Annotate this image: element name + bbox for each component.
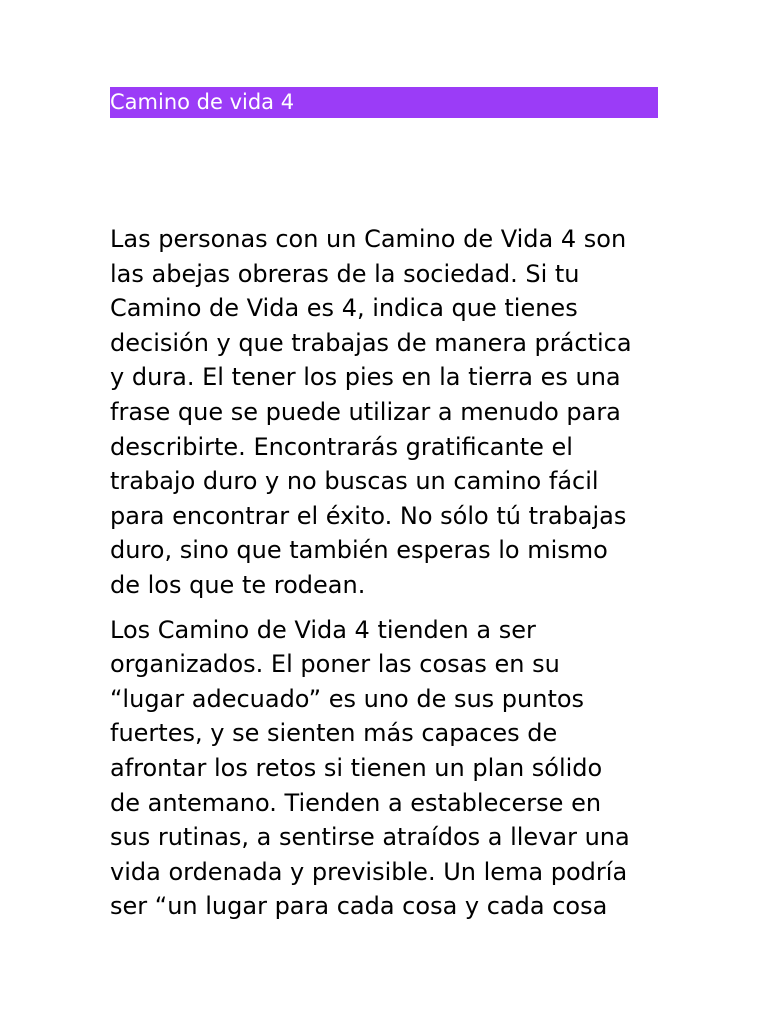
text-line: describirte. Encontrarás gratificante el (110, 432, 573, 461)
paragraph-2 (110, 613, 670, 924)
body-text (110, 222, 670, 924)
section-heading: Camino de vida 4 (110, 87, 658, 118)
text-line: ser “un lugar para cada cosa y cada cosa (110, 892, 608, 921)
text-line: afrontar los retos si tienen un plan sólido (110, 753, 603, 782)
text-line: organizados. El poner las cosas en su (110, 650, 560, 679)
text-line: decisión y que trabajas de manera práctica (110, 328, 632, 357)
text-line: para encontrar el éxito. No sólo tú trabajas (110, 501, 627, 530)
text-line: Camino de Vida es 4, indica que tienes (110, 294, 578, 323)
text-line: Las personas con un Camino de Vida 4 son (110, 225, 627, 253)
text-line: Los Camino de Vida 4 tienden a ser (110, 615, 536, 644)
text-line: de los que te rodean. (110, 570, 366, 599)
text-line: y dura. El tener los pies en la tierra es una (110, 363, 621, 392)
text-line: sus rutinas, a sentirse atraídos a llevar una (110, 823, 630, 852)
text-line: duro, sino que también esperas lo mismo (110, 536, 608, 565)
text-line: “lugar adecuado” es uno de sus puntos (110, 684, 585, 713)
text-line: vida ordenada y previsible. Un lema podría (110, 857, 628, 886)
text-line: de antemano. Tienden a establecerse en (110, 788, 602, 817)
text-line: las abejas obreras de la sociedad. Si tu (110, 259, 580, 288)
text-line: frase que se puede utilizar a menudo para (110, 397, 621, 426)
paragraph-1 (110, 222, 670, 603)
text-line: trabajo duro y no buscas un camino fácil (110, 467, 599, 496)
text-line: fuertes, y se sienten más capaces de (110, 719, 558, 748)
